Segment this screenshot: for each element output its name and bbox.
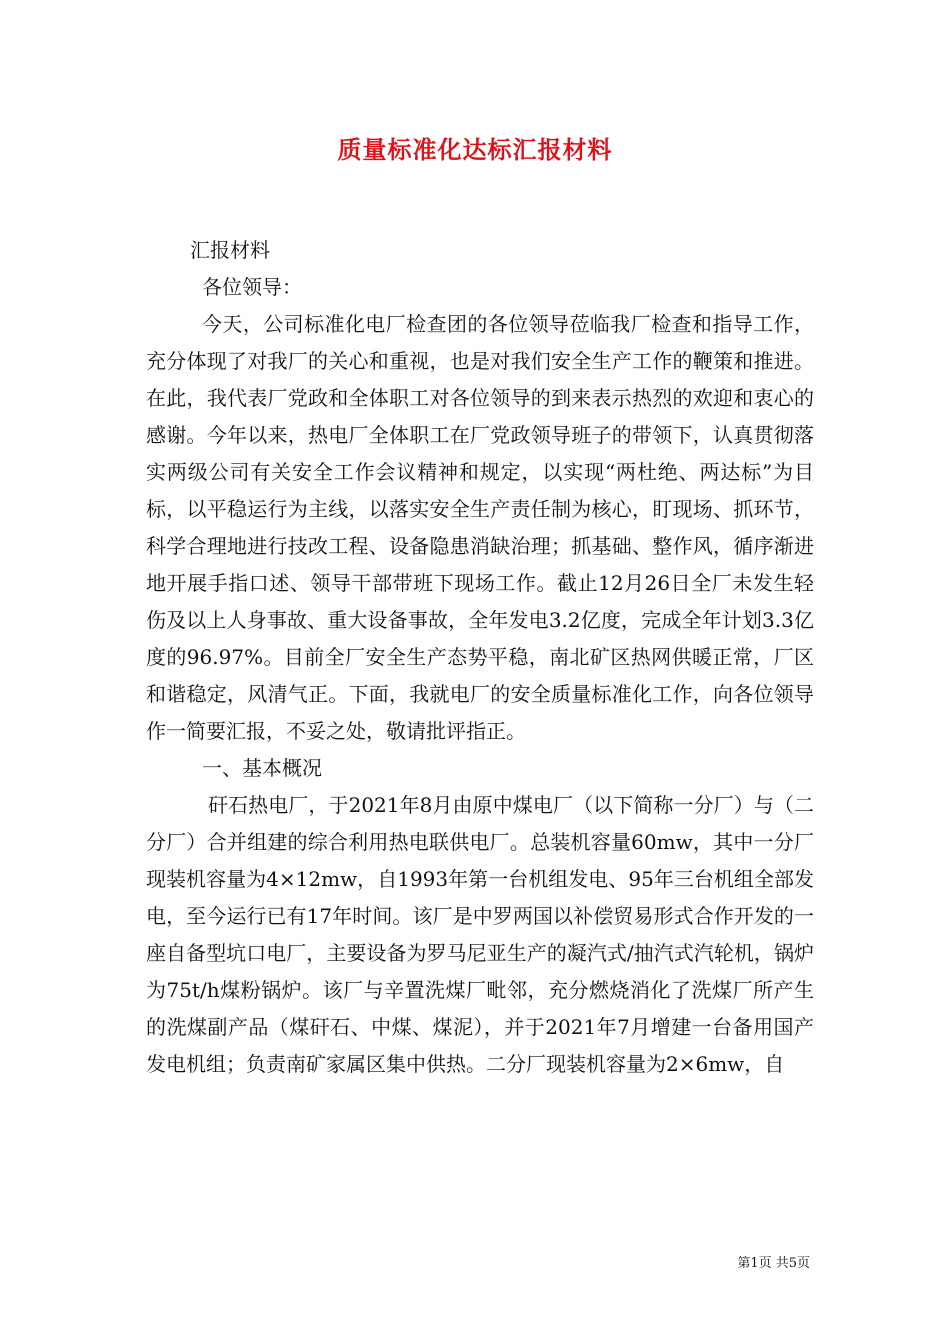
paragraph-report-label: 汇报材料 (190, 238, 270, 262)
paragraph-overview: 矸石热电厂，于2021年8月由原中煤电厂（以下简称一分厂）与（二分厂）合并组建的综合利用热电联供电厂。总装机容量60mw，其中一分厂现装机容量为4×12mw，自1993年第一台机组发电、95年三台机组全部发电，至今运行已有17年时间。该厂是中罗两国以补偿贸易形式合作开发的一座自备型坑口电厂，主要设备为罗马尼亚生产的凝汽式/抽汽式汽轮机，锅炉为75t/h煤粉锅炉。该厂与辛置洗煤厂毗邻，充分燃烧消化了洗煤厂所产生的洗煤副产品（煤矸石、中煤、煤泥），并于2021年7月增建一台备用国产发电机组；负责南矿家属区集中供热。二分厂现装机容量为2×6mw，自 (146, 793, 814, 1076)
section-heading-overview: 一、基本概况 (202, 756, 322, 780)
document-body (146, 232, 814, 1083)
paragraph-intro: 今天，公司标准化电厂检查团的各位领导莅临我厂检查和指导工作，充分体现了对我厂的关心和重视，也是对我们安全生产工作的鞭策和推进。在此，我代表厂党政和全体职工对各位领导的到来表示热烈的欢迎和衷心的感谢。今年以来，热电厂全体职工在厂党政领导班子的带领下，认真贯彻落实两级公司有关安全工作会议精神和规定，以实现“两杜绝、两达标”为目标，以平稳运行为主线，以落实安全生产责任制为核心，盯现场、抓环节，科学合理地进行技改工程、设备隐患消缺治理；抓基础、整作风，循序渐进地开展手指口述、领导干部带班下现场工作。截止12月26日全厂未发生轻伤及以上人身事故、重大设备事故，全年发电3.2亿度，完成全年计划3.3亿度的96.97%。目前全厂安全生产态势平稳，南北矿区热网供暖正常，厂区和谐稳定，风清气正。下面，我就电厂的安全质量标准化工作，向各位领导作一简要汇报，不妥之处，敬请批评指正。 (146, 312, 814, 743)
document-title: 质量标准化达标汇报材料 (337, 135, 613, 164)
paragraph-salutation: 各位领导： (202, 275, 302, 299)
page-number: 第1页 共5页 (737, 1256, 810, 1271)
